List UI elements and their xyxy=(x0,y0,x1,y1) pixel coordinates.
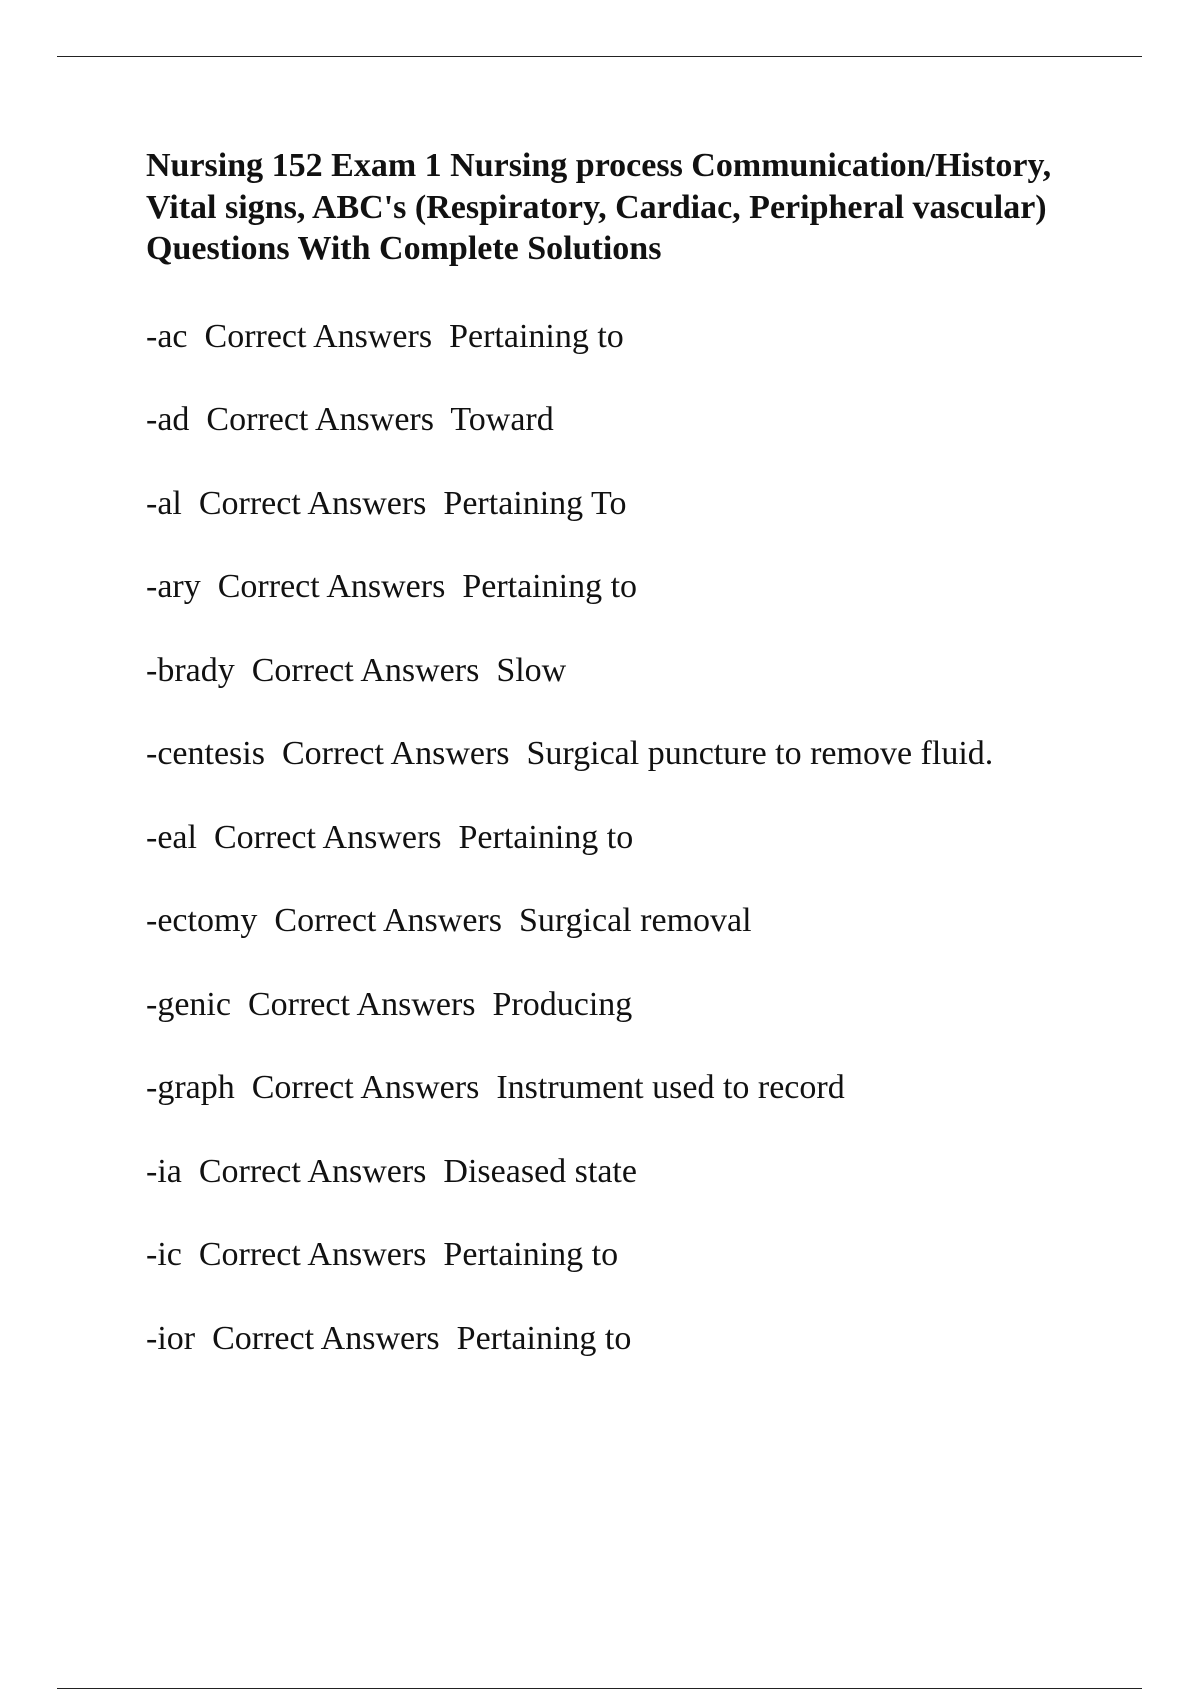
entry-definition: Instrument used to record xyxy=(496,1069,845,1106)
list-item xyxy=(146,400,1106,440)
entry-answer-label: Correct Answers xyxy=(251,651,480,689)
list-item xyxy=(146,1068,1106,1108)
entry-answer-label: Correct Answers xyxy=(198,484,427,522)
entry-term: -centesis xyxy=(146,735,265,772)
header-divider xyxy=(57,56,1142,57)
entry-term: -eal xyxy=(146,818,197,856)
entry-answer-label: Correct Answers xyxy=(206,401,434,438)
entry-definition: Pertaining to xyxy=(458,818,634,856)
entry-term: -ic xyxy=(146,1236,182,1273)
list-item xyxy=(146,1319,1106,1359)
entry-answer-label: Correct Answers xyxy=(213,818,442,856)
flashcard-list xyxy=(146,317,1106,1359)
document-title: Nursing 152 Exam 1 Nursing process Communication/History, Vital signs, ABC's (Respiratory, Cardiac, Peripheral vascular) Questions With Complete Solutions xyxy=(146,147,1052,267)
entry-term: -ior xyxy=(146,1319,196,1357)
entry-term: -graph xyxy=(146,1069,235,1106)
list-item xyxy=(146,567,1106,607)
entry-answer-label: Correct Answers xyxy=(212,1319,440,1357)
entry-answer-label: Correct Answers xyxy=(247,985,476,1023)
list-item xyxy=(146,1152,1106,1192)
entry-definition: Pertaining to xyxy=(462,568,638,605)
list-item xyxy=(146,985,1106,1025)
entry-definition: Pertaining to xyxy=(449,317,624,355)
entry-definition: Pertaining To xyxy=(443,484,627,522)
entry-definition: Pertaining to xyxy=(456,1319,632,1357)
list-item xyxy=(146,901,1106,941)
entry-definition: Producing xyxy=(492,985,633,1023)
footer-divider xyxy=(57,1688,1142,1689)
entry-definition: Surgical puncture to remove fluid. xyxy=(526,735,994,772)
list-item xyxy=(146,484,1106,524)
entry-answer-label: Correct Answers xyxy=(198,1152,427,1190)
entry-term: -ary xyxy=(146,568,201,605)
entry-definition: Toward xyxy=(450,401,554,438)
entry-answer-label: Correct Answers xyxy=(251,1069,480,1106)
list-item xyxy=(146,818,1106,858)
entry-answer-label: Correct Answers xyxy=(198,1236,427,1273)
entry-definition: Slow xyxy=(496,651,567,689)
document-body xyxy=(146,145,1106,1402)
list-item xyxy=(146,1235,1106,1275)
entry-term: -ia xyxy=(146,1152,182,1190)
entry-definition: Surgical removal xyxy=(518,902,752,939)
entry-answer-label: Correct Answers xyxy=(217,568,446,605)
entry-answer-label: Correct Answers xyxy=(204,317,433,355)
entry-definition: Diseased state xyxy=(443,1152,637,1190)
entry-term: -brady xyxy=(146,651,235,689)
list-item xyxy=(146,651,1106,691)
entry-term: -ectomy xyxy=(146,902,258,939)
entry-term: -ad xyxy=(146,401,190,438)
list-item xyxy=(146,317,1106,357)
list-item xyxy=(146,734,1106,774)
entry-answer-label: Correct Answers xyxy=(274,902,502,939)
entry-definition: Pertaining to xyxy=(443,1236,619,1273)
entry-term: -al xyxy=(146,484,182,522)
entry-term: -ac xyxy=(146,317,188,355)
entry-answer-label: Correct Answers xyxy=(281,735,510,772)
entry-term: -genic xyxy=(146,985,231,1023)
